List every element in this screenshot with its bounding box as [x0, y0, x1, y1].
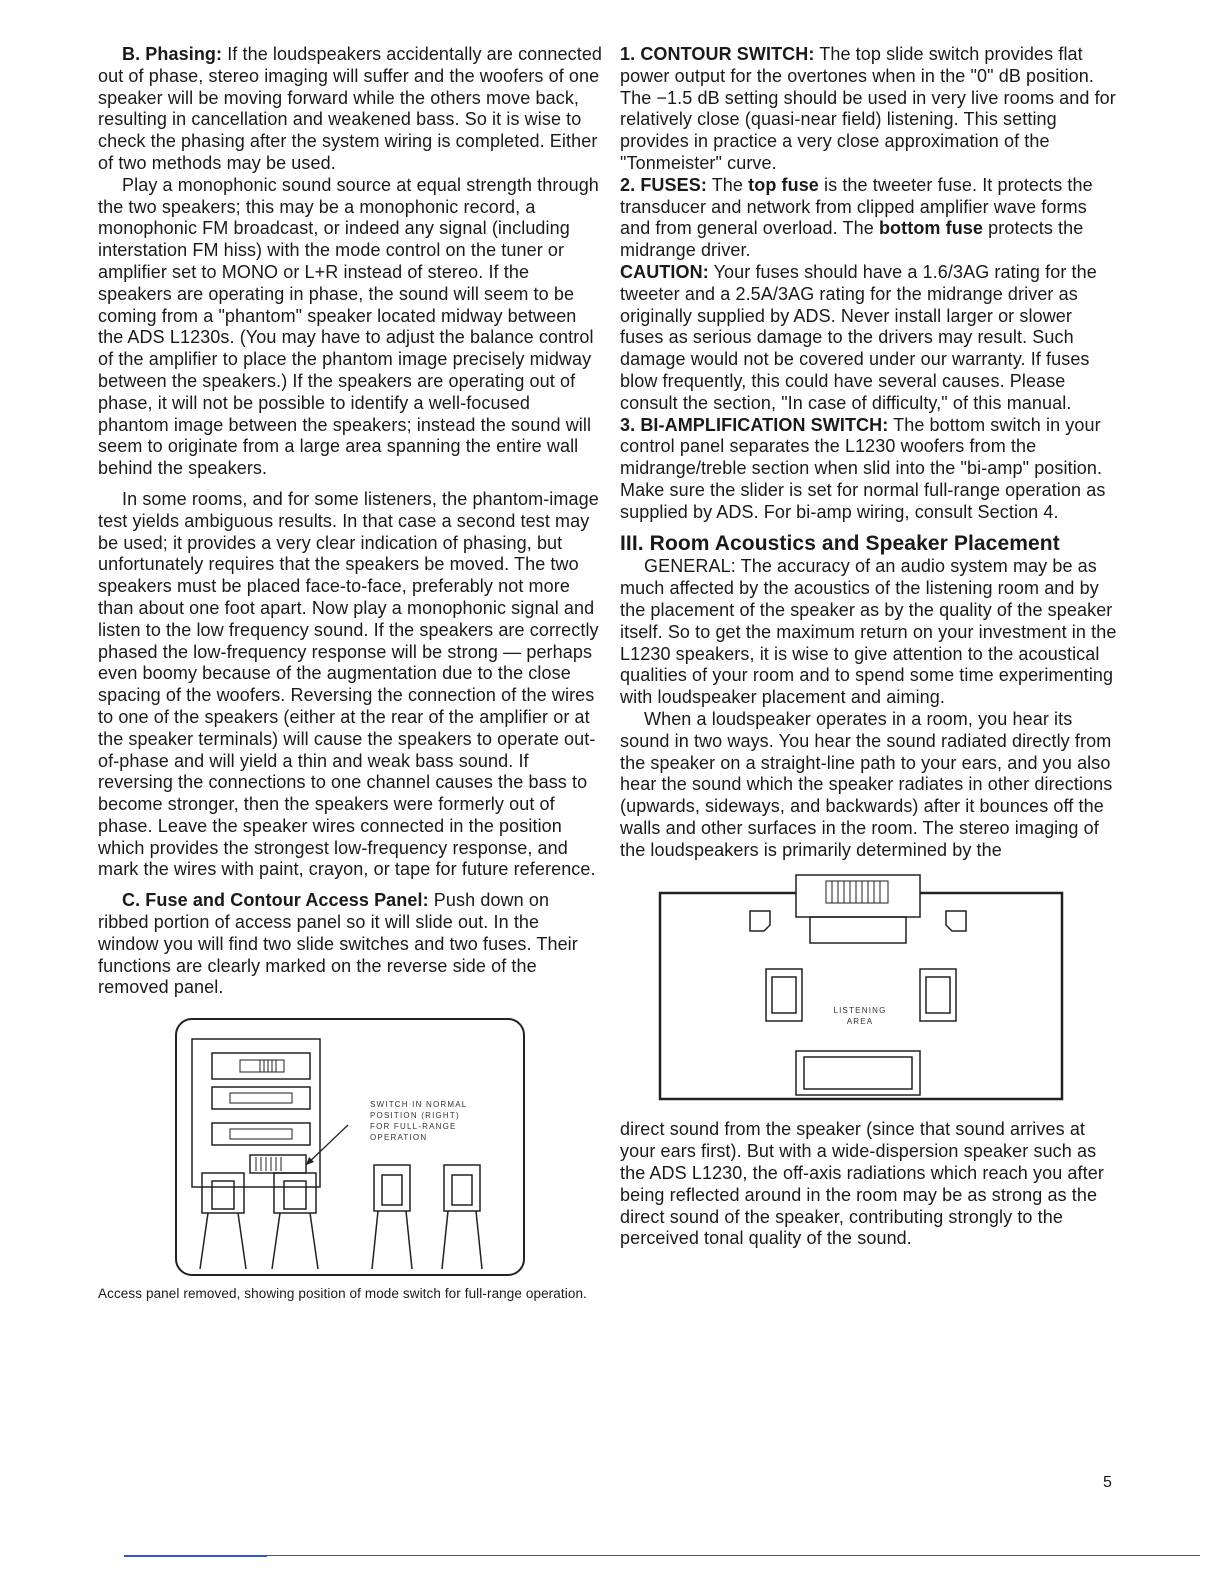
listening-label-2: AREA — [846, 1017, 874, 1027]
general-heading: GENERAL: — [644, 556, 736, 577]
equipment-rack — [796, 875, 920, 943]
contour-switch-paragraph: 1. CONTOUR SWITCH: The top slide switch provides flat power output for the overtones when in the "0" dB position. The −1.5 dB setting should be used in very live rooms and for relatively close (quasi-near field) listening. This setting provides in practice a very close approximation of the "Tonmeister" curve. — [620, 44, 1116, 173]
access-panel-figure — [168, 1015, 608, 1285]
room-diagram — [620, 873, 1090, 1111]
switch-label-line-4: OPERATION — [370, 1133, 428, 1143]
leader-line — [306, 1125, 348, 1165]
section-title: III. Room Acoustics and Speaker Placement — [620, 531, 1060, 555]
phasing-heading: B. Phasing: — [122, 44, 223, 64]
general-paragraph: GENERAL: The accuracy of an audio system may be as much affected by the acoustics of the listening room and by the placement of the speaker as by the quality of the speaker itself. So to get the maximum return on your investment in the L1230 speakers, it is wise to give attention to the acoustical qualities of your room and to spend some time experimenting with loudspeaker placement and aiming. — [620, 556, 1117, 708]
left-chair — [766, 969, 802, 1021]
two-ways-paragraph: When a loudspeaker operates in a room, you hear its sound in two ways. You hear the sound radiated directly from the speaker on a straight-line path to your ears, and you also hear the sound which the speaker radiates in other directions (upwards, sideways, and backwards) after it bounces off the walls and other surfaces in the room. The stereo imaging of the loudspeakers is primarily determined by the — [620, 708, 1113, 860]
left-column — [98, 44, 604, 1302]
contour-switch-heading: 1. CONTOUR SWITCH: — [620, 44, 815, 64]
fuses-heading: 2. FUSES: — [620, 174, 707, 195]
bi-amp-switch — [250, 1155, 306, 1173]
switch-label-line-2: POSITION (RIGHT) — [370, 1111, 460, 1121]
page-number: 5 — [1103, 1474, 1112, 1491]
contour-switch — [212, 1053, 310, 1079]
bi-amp-heading: 3. BI-AMPLIFICATION SWITCH: — [620, 414, 889, 435]
bottom-rule — [267, 1555, 1200, 1556]
caution-heading: CAUTION: — [620, 261, 709, 282]
figure-caption: Access panel removed, showing position of mode switch for full-range operation. — [98, 1286, 587, 1302]
bottom-rule-accent — [124, 1555, 267, 1557]
switch-label-line-3: FOR FULL-RANGE — [370, 1122, 457, 1132]
sofa — [796, 1051, 920, 1095]
tweeter-fuse — [212, 1087, 310, 1109]
phasing-paragraph-1: B. Phasing: If the loudspeakers accidentally are connected out of phase, stereo imaging will suffer and the woofers of one speaker will be moving forward while the others move back, resulting in cancellation and weakened bass. So it is wise to check the phasing after the system wiring is completed. Either of two methods may be used. — [98, 44, 603, 173]
fuses-paragraph: 2. FUSES: The top fuse is the tweeter fuse. It protects the transducer and network from clipped amplifier wave forms and from general overload. The bottom fuse protects the midrange driver. — [620, 174, 1093, 261]
phasing-paragraph-3: In some rooms, and for some listeners, the phantom-image test yields ambiguous results. In that case a second test may be used; it provides a very clear indication of phasing, but unfortunately requires that the speakers be moved. The two speakers must be placed face-to-face, preferably not more than about one foot apart. Now play a monophonic signal and listen to the low frequency sound. If the speakers are correctly phased the low-frequency response will be strong — perhaps even boomy because of the augmentation due to the close spacing of the woofers. Reversing the connection of the wires to one of the speakers (either at the rear of the amplifier or at the speaker terminals) will cause the speakers to operate out-of-phase and will yield a thin and weak bass sound. If reversing the connections to one channel causes the bass to become stronger, then the speakers were formerly out of phase. Leave the speaker wires connected in the position which provides the strongest low-frequency response, and mark the wires with paint, crayon, or tape for future reference. — [98, 488, 599, 880]
direct-sound-paragraph: direct sound from the speaker (since that sound arrives at your ears first). But with a wide-dispersion speaker such as the ADS L1230, the off-axis radiations which reach you after being reflected around in the room may be as strong as the direct sound of the speaker, contributing strongly to the perceived tonal quality of the sound. — [620, 1119, 1104, 1249]
midrange-fuse — [212, 1123, 310, 1145]
terminal-posts — [200, 1165, 482, 1269]
right-column — [620, 44, 1120, 1250]
bi-amp-paragraph: 3. BI-AMPLIFICATION SWITCH: The bottom switch in your control panel separates the L1230 woofers from the midrange/treble section when slid into the "bi-amp" position. Make sure the slider is set for normal full-range operation as supplied by ADS. For bi-amp wiring, consult Section 4. — [620, 414, 1106, 522]
fuse-panel-paragraph: C. Fuse and Contour Access Panel: Push down on ribbed portion of access panel so it will slide out. In the window you will find two slide switches and two fuses. Their functions are clearly marked on the reverse side of the removed panel. — [98, 890, 578, 998]
listening-label-1: LISTENING — [833, 1006, 887, 1016]
switch-label-line-1: SWITCH IN NORMAL — [370, 1100, 468, 1110]
caution-paragraph: CAUTION: Your fuses should have a 1.6/3AG rating for the tweeter and a 2.5A/3AG rating for the midrange driver as originally supplied by ADS. Never install larger or slower fuses as serious damage to the drivers may result. Such damage would not be covered under our warranty. If fuses blow frequently, this could have several causes. Please consult the section, "In case of difficulty," of this manual. — [620, 261, 1097, 413]
left-speaker-icon — [750, 911, 770, 931]
fuse-panel-heading: C. Fuse and Contour Access Panel: — [122, 890, 429, 911]
right-chair — [920, 969, 956, 1021]
phasing-paragraph-2: Play a monophonic sound source at equal strength through the two speakers; this may be a monophonic record, a monophonic FM broadcast, or indeed any signal (including interstation FM hiss) with the mode control on the tuner or amplifier set to MONO or L+R instead of stereo. If the speakers are operating in phase, the sound will seem to be coming from a "phantom" speaker located midway between the ADS L1230s. (You may have to adjust the balance control of the amplifier to place the phantom image precisely midway between the speakers.) If the speakers are operating out of phase, it will not be possible to identify a well-focused phantom image between the speakers; instead the sound will seem to originate from a large area spanning the entire wall behind the speakers. — [98, 174, 599, 479]
right-speaker-icon — [946, 911, 966, 931]
